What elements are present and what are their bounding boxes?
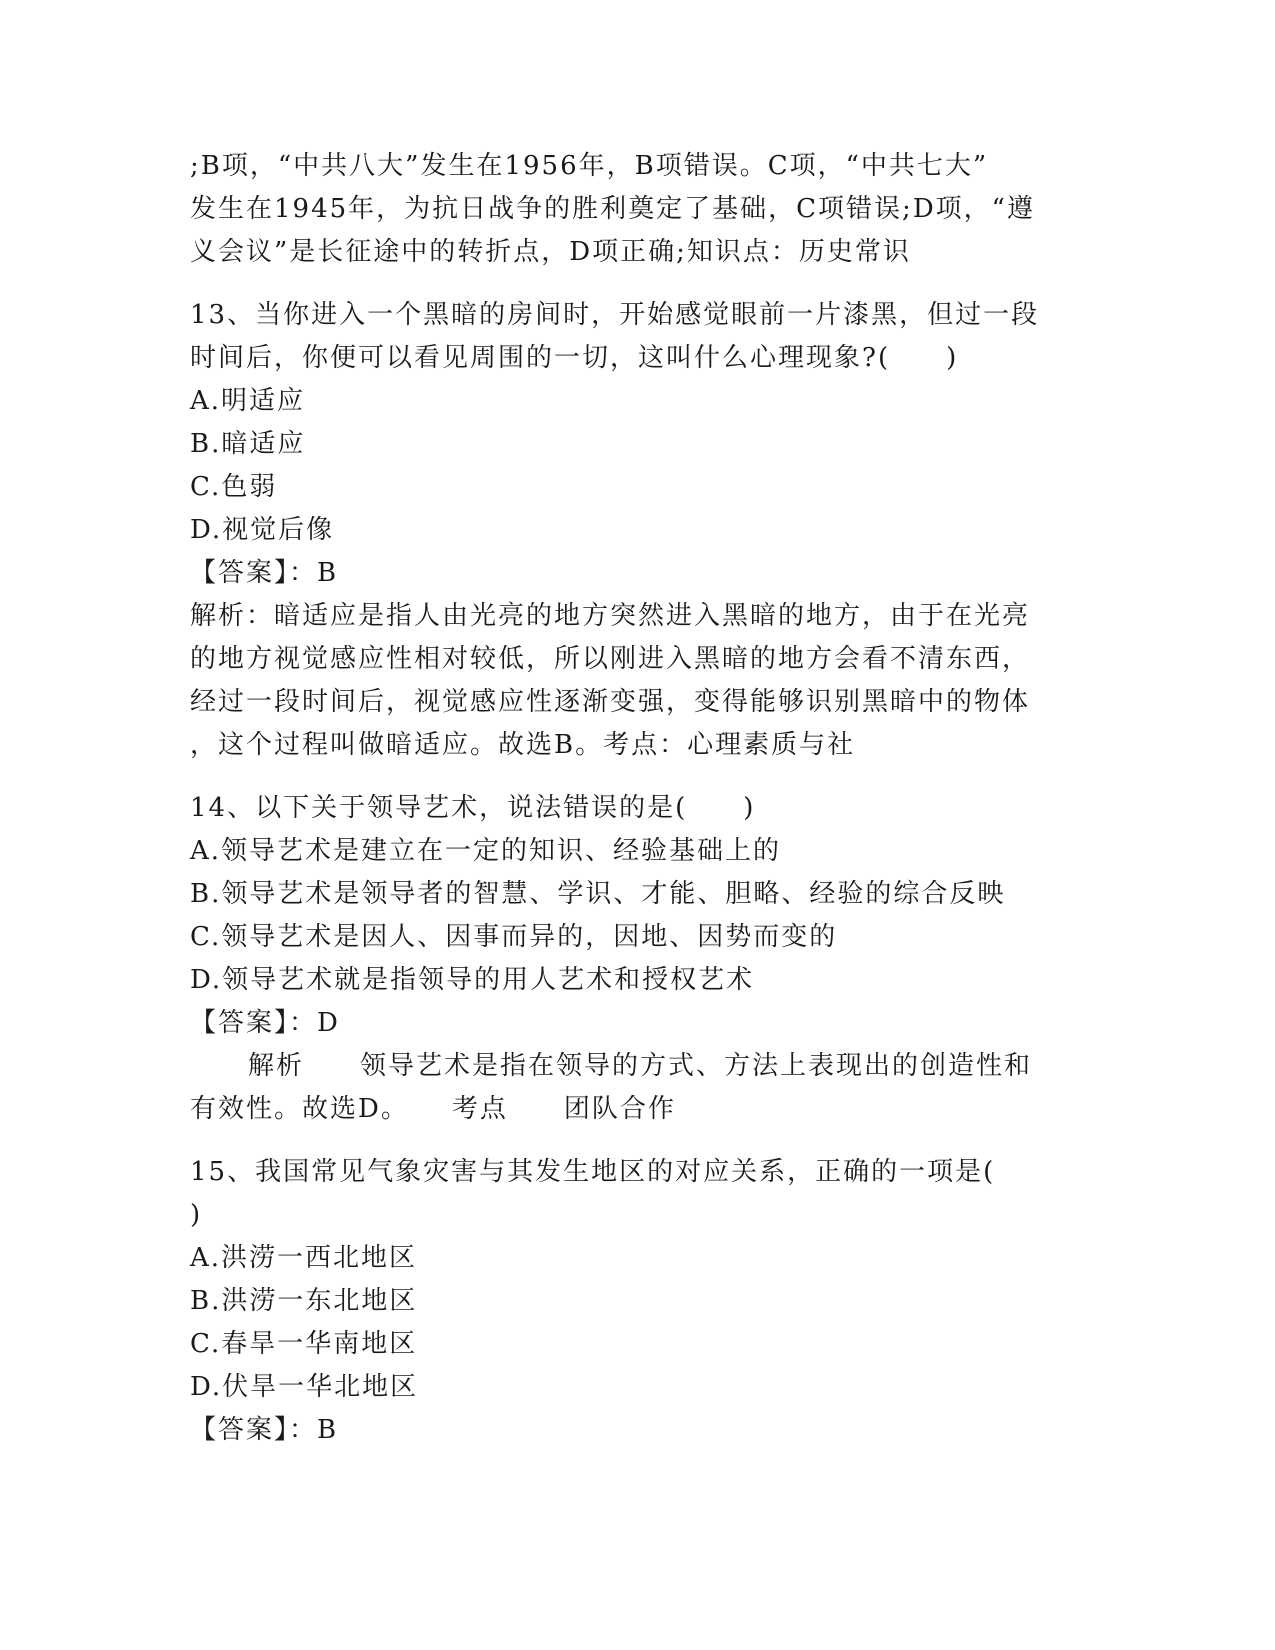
question-15 [190,1151,1090,1452]
explanation-line: 的地方视觉感应性相对较低，所以刚进入黑暗的地方会看不清东西， [190,644,1031,674]
question-stem: 14、以下关于领导艺术，说法错误的是( ) [190,793,756,823]
option-a: A.洪涝一西北地区 [190,1243,418,1273]
question-stem: 15、我国常见气象灾害与其发生地区的对应关系，正确的一项是( [190,1157,996,1187]
text-line: 发生在1945年，为抗日战争的胜利奠定了基础，C项错误;D项，“遵 [190,194,1035,224]
answer: 【答案】：D [190,1008,340,1038]
option-d: D.伏旱一华北地区 [190,1372,419,1402]
document-page [190,145,1090,1452]
question-stem: ) [190,1200,203,1230]
option-b: B.洪涝一东北地区 [190,1286,418,1316]
explanation-line: 解析：暗适应是指人由光亮的地方突然进入黑暗的地方，由于在光亮 [190,601,1031,631]
option-a: A.明适应 [190,386,306,416]
text-line: ;B项，“中共八大”发生在1956年，B项错误。C项，“中共七大” [190,151,989,181]
option-d: D.视觉后像 [190,515,335,545]
option-b: B.暗适应 [190,429,306,459]
explanation-line: ，这个过程叫做暗适应。故选B。考点：心理素质与社 [190,730,856,760]
option-b: B.领导艺术是领导者的智慧、学识、才能、胆略、经验的综合反映 [190,879,1006,909]
explanation-line: 有效性。故选D。 考点 团队合作 [190,1094,676,1124]
explanation-line: 经过一段时间后，视觉感应性逐渐变强，变得能够识别黑暗中的物体 [190,687,1031,717]
question-14 [190,787,1090,1131]
question-13 [190,294,1090,767]
text-line: 义会议”是长征途中的转折点，D项正确;知识点：历史常识 [190,237,911,267]
answer: 【答案】：B [190,1415,339,1445]
question-stem: 13、当你进入一个黑暗的房间时，开始感觉眼前一片漆黑，但过一段 [190,300,1040,330]
question-stem: 时间后，你便可以看见周围的一切，这叫什么心理现象?( ) [190,343,959,373]
previous-explanation [190,145,1090,274]
option-c: C.春旱一华南地区 [190,1329,418,1359]
option-c: C.色弱 [190,472,278,502]
option-d: D.领导艺术就是指领导的用人艺术和授权艺术 [190,965,755,995]
explanation-line: 解析 领导艺术是指在领导的方式、方法上表现出的创造性和 [248,1051,1033,1081]
option-c: C.领导艺术是因人、因事而异的，因地、因势而变的 [190,922,838,952]
answer: 【答案】：B [190,558,339,588]
option-a: A.领导艺术是建立在一定的知识、经验基础上的 [190,836,782,866]
